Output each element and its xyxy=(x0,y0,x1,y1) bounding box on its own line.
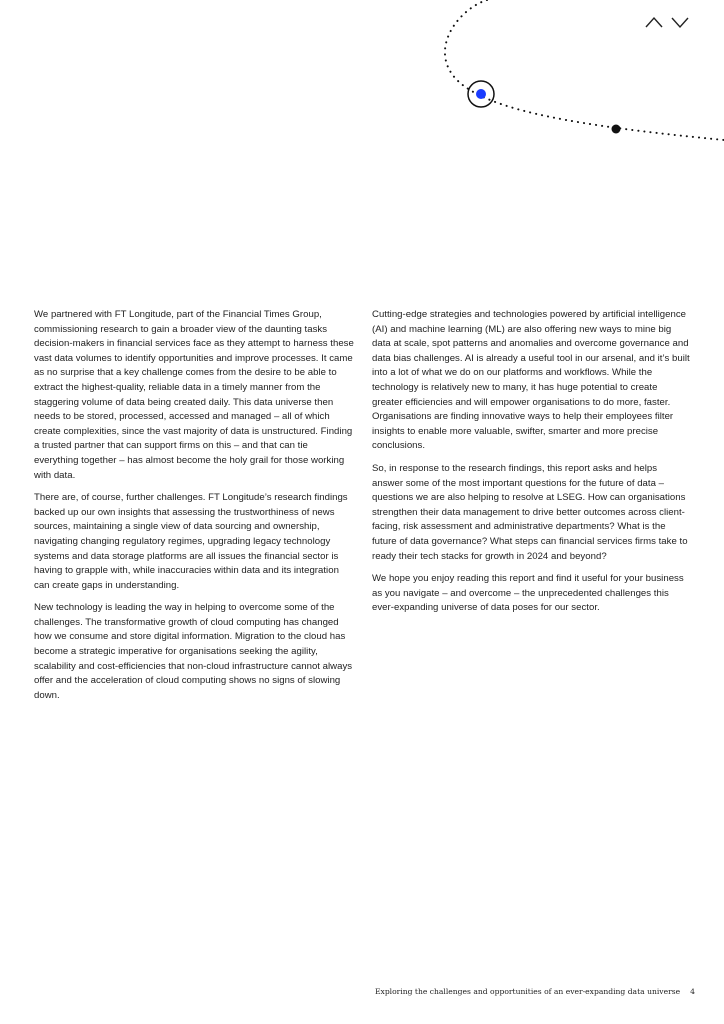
orbit-dot xyxy=(612,125,621,134)
chevron-up-icon[interactable] xyxy=(644,10,664,34)
orbit-decoration xyxy=(0,0,724,160)
paragraph: We partnered with FT Longitude, part of the Financial Times Group, commissioning research to gain a broader view of the daunting tasks decision-makers in financial services face as they attempt to harness these vast data volumes to identify opportunities and improve processes. It came as no surprise that a key challenge comes from the desire to be able to extract the highest-quality, reliable data in a timely manner from the staggering volume of data being created daily. This data universe then needs to be stored, processed, accessed and managed – all of which create complexities, since the vast majority of data is unstructured. Finding a trusted partner that can support firms on this – and that can tie everything together – has almost become the holy grail for those working with data. xyxy=(34,309,354,481)
page-navigation xyxy=(644,10,694,34)
page-footer xyxy=(375,987,695,996)
paragraph: We hope you enjoy reading this report and find it useful for your business as you navigate – and overcome – the unprecedented challenges this ever-expanding universe of data poses for our sector. xyxy=(372,573,684,614)
chevron-down-icon[interactable] xyxy=(670,10,690,34)
page-number: 4 xyxy=(690,987,695,996)
paragraph: New technology is leading the way in helping to overcome some of the challenges. The transformative growth of cloud computing has changed how we consume and store digital information. Migration to the cloud has become a strategic imperative for organisations seeking the agility, scalability and cost-efficiencies that non-cloud infrastructure cannot always offer and the acceleration of cloud computing shows no signs of slowing down. xyxy=(34,602,353,701)
paragraph: There are, of course, further challenges. FT Longitude’s research findings backed up our own insights that assessing the trustworthiness of news sources, maintaining a single view of data sourcing and ownership, navigating changing regulatory regimes, upgrading legacy technology systems and data storage platforms are all issues the financial sector is having to grapple with, while inaccuracies within data and its integration can create gaps in understanding. xyxy=(34,492,348,591)
orbit-accent-dot xyxy=(476,89,486,99)
footer-title: Exploring the challenges and opportunities of an ever-expanding data universe xyxy=(375,987,681,996)
right-column xyxy=(372,308,690,624)
paragraph: So, in response to the research findings, this report asks and helps answer some of the most important questions for the future of data – questions we are also helping to resolve at LSEG. How can organisations strengthen their data management to drive better outcomes across client-facing, risk assessment and administrative departments? What is the future of data governance? What steps can financial services firms take to ready their tech stacks for growth in 2024 and beyond? xyxy=(372,462,688,562)
paragraph: Cutting-edge strategies and technologies powered by artificial intelligence (AI) and machine learning (ML) are also offering new ways to mine big data at scale, spot patterns and anomalies and overcome governance and data bias challenges. AI is already a useful tool in our arsenal, and it’s built into a lot of what we do on our platforms and workflows. While the technology is relatively new to many, it has huge potential to create greater efficiencies and will empower organisations to do more, faster. Organisations are finding innovative ways to help their employees filter insights to enable more valuable, swifter, smarter and more precise conclusions. xyxy=(372,309,690,452)
left-column xyxy=(34,308,354,711)
